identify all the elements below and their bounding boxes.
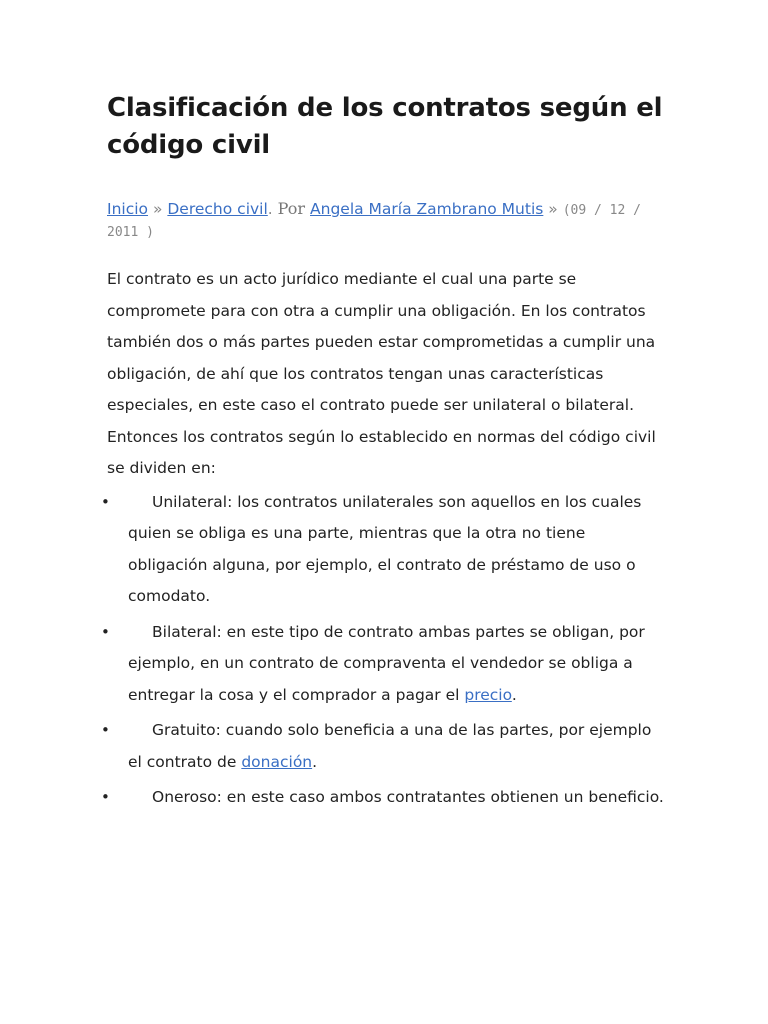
list-item-text: Gratuito: cuando solo beneficia a una de las partes, por ejemplo el contrato de xyxy=(128,721,652,771)
list-item-text: Oneroso: en este caso ambos contratantes obtienen un beneficio. xyxy=(152,788,664,806)
bullet-icon: • xyxy=(101,492,110,511)
article xyxy=(101,90,667,818)
publish-date: (09 / 12 / 2011 ) xyxy=(107,203,641,240)
bullet-icon: • xyxy=(101,788,110,806)
list-item xyxy=(101,715,667,778)
list-item-text: Bilateral: en este tipo de contrato ambas partes se obligan, por ejemplo, en un contrato de compraventa el vendedor se obliga a entregar la cosa y el comprador a pagar el xyxy=(128,622,645,704)
author-prefix: Por xyxy=(277,199,306,218)
author-link[interactable]: Angela María Zambrano Mutis xyxy=(310,200,544,218)
bullet-icon: • xyxy=(101,622,110,641)
list-item-tail: . xyxy=(312,752,318,771)
meta-separator: » xyxy=(548,200,558,218)
paragraph-lead-in: Entonces los contratos según lo establecido en normas del código civil se dividen en: xyxy=(107,427,656,477)
donacion-link[interactable]: donación xyxy=(241,752,313,771)
page-title: Clasificación de los contratos según el código civil xyxy=(107,93,663,160)
list-item xyxy=(101,487,667,613)
breadcrumb-home-link[interactable]: Inicio xyxy=(107,200,149,218)
contract-types-list xyxy=(101,487,667,814)
article-body xyxy=(107,264,667,485)
breadcrumb-category-link[interactable]: Derecho civil xyxy=(167,200,268,218)
meta-dot: . xyxy=(267,200,273,218)
list-item-tail: . xyxy=(511,685,517,704)
article-meta xyxy=(107,199,667,243)
list-item xyxy=(101,617,667,712)
paragraph-intro: El contrato es un acto jurídico mediante el cual una parte se compromete para con otra a cumplir una obligación. En los contratos también dos o más partes pueden estar comprometidas a cumplir una obligación, de ahí que los contratos tengan unas características especiales, en este caso el contrato puede ser unilateral o bilateral. xyxy=(107,270,656,414)
bullet-icon: • xyxy=(101,721,110,739)
breadcrumb-separator: » xyxy=(152,200,163,218)
precio-link[interactable]: precio xyxy=(464,685,512,704)
list-item xyxy=(101,782,667,814)
list-item-text: Unilateral: los contratos unilaterales son aquellos en los cuales quien se obliga es una parte, mientras que la otra no tiene obligación alguna, por ejemplo, el contrato de préstamo de uso o comodato. xyxy=(128,492,642,605)
